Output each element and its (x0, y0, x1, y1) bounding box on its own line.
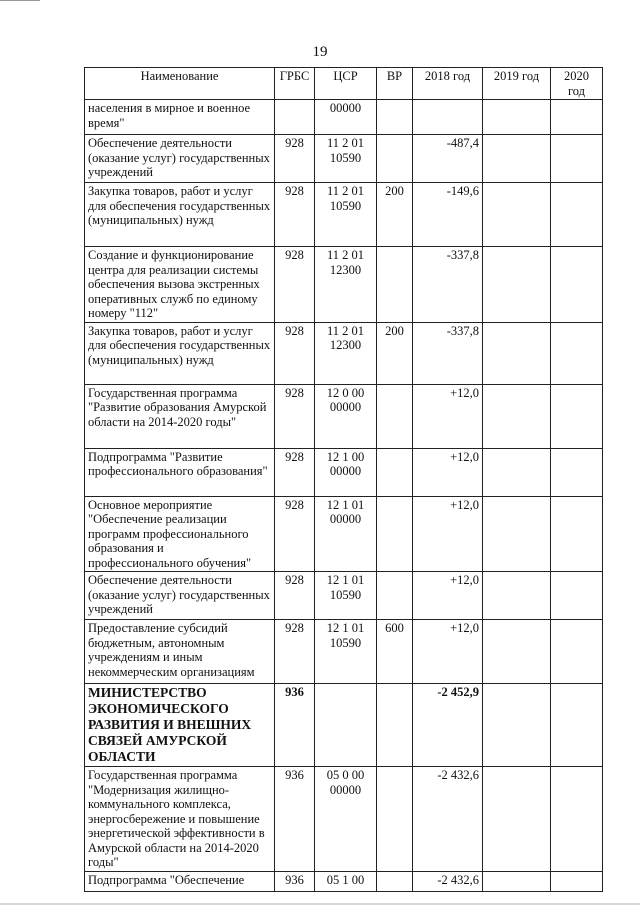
cell-2019 (483, 767, 551, 872)
cell-grbs: 928 (275, 247, 315, 323)
cell-2018: +12,0 (413, 496, 483, 572)
header-vr: ВР (377, 68, 413, 100)
cell-name: МИНИСТЕРСТВО ЭКОНОМИЧЕСКОГО РАЗВИТИЯ И ВНЕШНИХ СВЯЗЕЙ АМУРСКОЙ ОБЛАСТИ (85, 684, 275, 767)
cell-csr: 11 2 01 10590 (315, 135, 377, 183)
cell-grbs: 928 (275, 322, 315, 384)
cell-csr: 12 1 01 00000 (315, 496, 377, 572)
cell-2018: +12,0 (413, 384, 483, 448)
header-name: Наименование (85, 68, 275, 100)
cell-name: Подпрограмма "Обеспечение (85, 871, 275, 891)
cell-grbs: 928 (275, 620, 315, 684)
cell-vr (377, 572, 413, 620)
cell-csr: 12 1 01 10590 (315, 620, 377, 684)
cell-2018: +12,0 (413, 572, 483, 620)
cell-2020 (551, 496, 603, 572)
cell-vr: 200 (377, 183, 413, 247)
cell-name: Государственная программа "Модернизация жилищно-коммунального комплекса, энергосбережение и повышение энергетической эффективности в Амурской области на 2014-2020 годы" (85, 767, 275, 872)
table-row (85, 572, 603, 620)
cell-2020 (551, 871, 603, 891)
table-body (85, 100, 603, 892)
table-row (85, 767, 603, 872)
cell-grbs: 928 (275, 572, 315, 620)
cell-grbs: 936 (275, 684, 315, 767)
cell-name: Обеспечение деятельности (оказание услуг) государственных учреждений (85, 572, 275, 620)
cell-vr (377, 384, 413, 448)
header-2020: 2020 год (551, 68, 603, 100)
cell-name: Предоставление субсидий бюджетным, автономным учреждениям и иным некоммерческим организациям (85, 620, 275, 684)
cell-csr: 00000 (315, 100, 377, 135)
table-row (85, 684, 603, 767)
cell-name: Закупка товаров, работ и услуг для обеспечения государственных (муниципальных) нужд (85, 183, 275, 247)
cell-vr (377, 871, 413, 891)
cell-vr (377, 100, 413, 135)
cell-2020 (551, 100, 603, 135)
cell-2019 (483, 871, 551, 891)
cell-2018: -2 432,6 (413, 871, 483, 891)
header-2018: 2018 год (413, 68, 483, 100)
cell-grbs: 928 (275, 448, 315, 496)
cell-vr: 600 (377, 620, 413, 684)
cell-vr (377, 448, 413, 496)
cell-2020 (551, 322, 603, 384)
cell-2018: -487,4 (413, 135, 483, 183)
cell-grbs (275, 100, 315, 135)
cell-grbs: 936 (275, 767, 315, 872)
cell-csr (315, 684, 377, 767)
cell-grbs: 928 (275, 496, 315, 572)
cell-grbs: 928 (275, 384, 315, 448)
cell-name: Закупка товаров, работ и услуг для обеспечения государственных (муниципальных) нужд (85, 322, 275, 384)
cell-vr (377, 496, 413, 572)
cell-2019 (483, 572, 551, 620)
cell-vr (377, 135, 413, 183)
cell-2019 (483, 620, 551, 684)
cell-2020 (551, 183, 603, 247)
cell-csr: 12 0 00 00000 (315, 384, 377, 448)
cell-2020 (551, 135, 603, 183)
cell-csr: 11 2 01 12300 (315, 322, 377, 384)
header-grbs: ГРБС (275, 68, 315, 100)
header-2019: 2019 год (483, 68, 551, 100)
cell-2019 (483, 322, 551, 384)
budget-table (84, 67, 603, 892)
cell-2019 (483, 384, 551, 448)
cell-grbs: 928 (275, 183, 315, 247)
cell-name: Подпрограмма "Развитие профессионального образования" (85, 448, 275, 496)
cell-2020 (551, 384, 603, 448)
cell-2020 (551, 247, 603, 323)
table-row (85, 183, 603, 247)
table-row (85, 135, 603, 183)
cell-2019 (483, 448, 551, 496)
table-row (85, 247, 603, 323)
table-row (85, 322, 603, 384)
cell-2020 (551, 448, 603, 496)
cell-csr: 12 1 01 10590 (315, 572, 377, 620)
cell-vr (377, 247, 413, 323)
cell-2018: +12,0 (413, 448, 483, 496)
cell-2018: -149,6 (413, 183, 483, 247)
cell-vr: 200 (377, 322, 413, 384)
table-row (85, 496, 603, 572)
scan-edge-line (0, 0, 40, 1)
cell-csr: 05 0 00 00000 (315, 767, 377, 872)
table-row (85, 620, 603, 684)
cell-csr: 11 2 01 10590 (315, 183, 377, 247)
cell-2018: -2 432,6 (413, 767, 483, 872)
cell-name: Государственная программа "Развитие образования Амурской области на 2014-2020 годы" (85, 384, 275, 448)
cell-2019 (483, 247, 551, 323)
cell-2020 (551, 572, 603, 620)
table-row (85, 384, 603, 448)
cell-2019 (483, 183, 551, 247)
cell-csr: 05 1 00 (315, 871, 377, 891)
cell-2018: -2 452,9 (413, 684, 483, 767)
cell-name: населения в мирное и военное время" (85, 100, 275, 135)
cell-2019 (483, 135, 551, 183)
cell-2020 (551, 684, 603, 767)
cell-2018: -337,8 (413, 247, 483, 323)
page-number: 19 (312, 44, 328, 60)
cell-name: Обеспечение деятельности (оказание услуг) государственных учреждений (85, 135, 275, 183)
table-row (85, 871, 603, 891)
cell-grbs: 936 (275, 871, 315, 891)
cell-2020 (551, 767, 603, 872)
cell-2018: -337,8 (413, 322, 483, 384)
cell-csr: 12 1 00 00000 (315, 448, 377, 496)
table-row (85, 100, 603, 135)
cell-2018: +12,0 (413, 620, 483, 684)
cell-name: Основное мероприятие "Обеспечение реализации программ профессионального образования и профессионального обучения" (85, 496, 275, 572)
table-row (85, 448, 603, 496)
cell-csr: 11 2 01 12300 (315, 247, 377, 323)
header-csr: ЦСР (315, 68, 377, 100)
cell-2019 (483, 684, 551, 767)
header-row (85, 68, 603, 100)
cell-2019 (483, 100, 551, 135)
cell-2020 (551, 620, 603, 684)
cell-vr (377, 767, 413, 872)
cell-name: Создание и функционирование центра для реализации системы обеспечения вызова экстренных оперативных служб по единому номеру "112" (85, 247, 275, 323)
cell-vr (377, 684, 413, 767)
cell-grbs: 928 (275, 135, 315, 183)
cell-2019 (483, 496, 551, 572)
cell-2018 (413, 100, 483, 135)
